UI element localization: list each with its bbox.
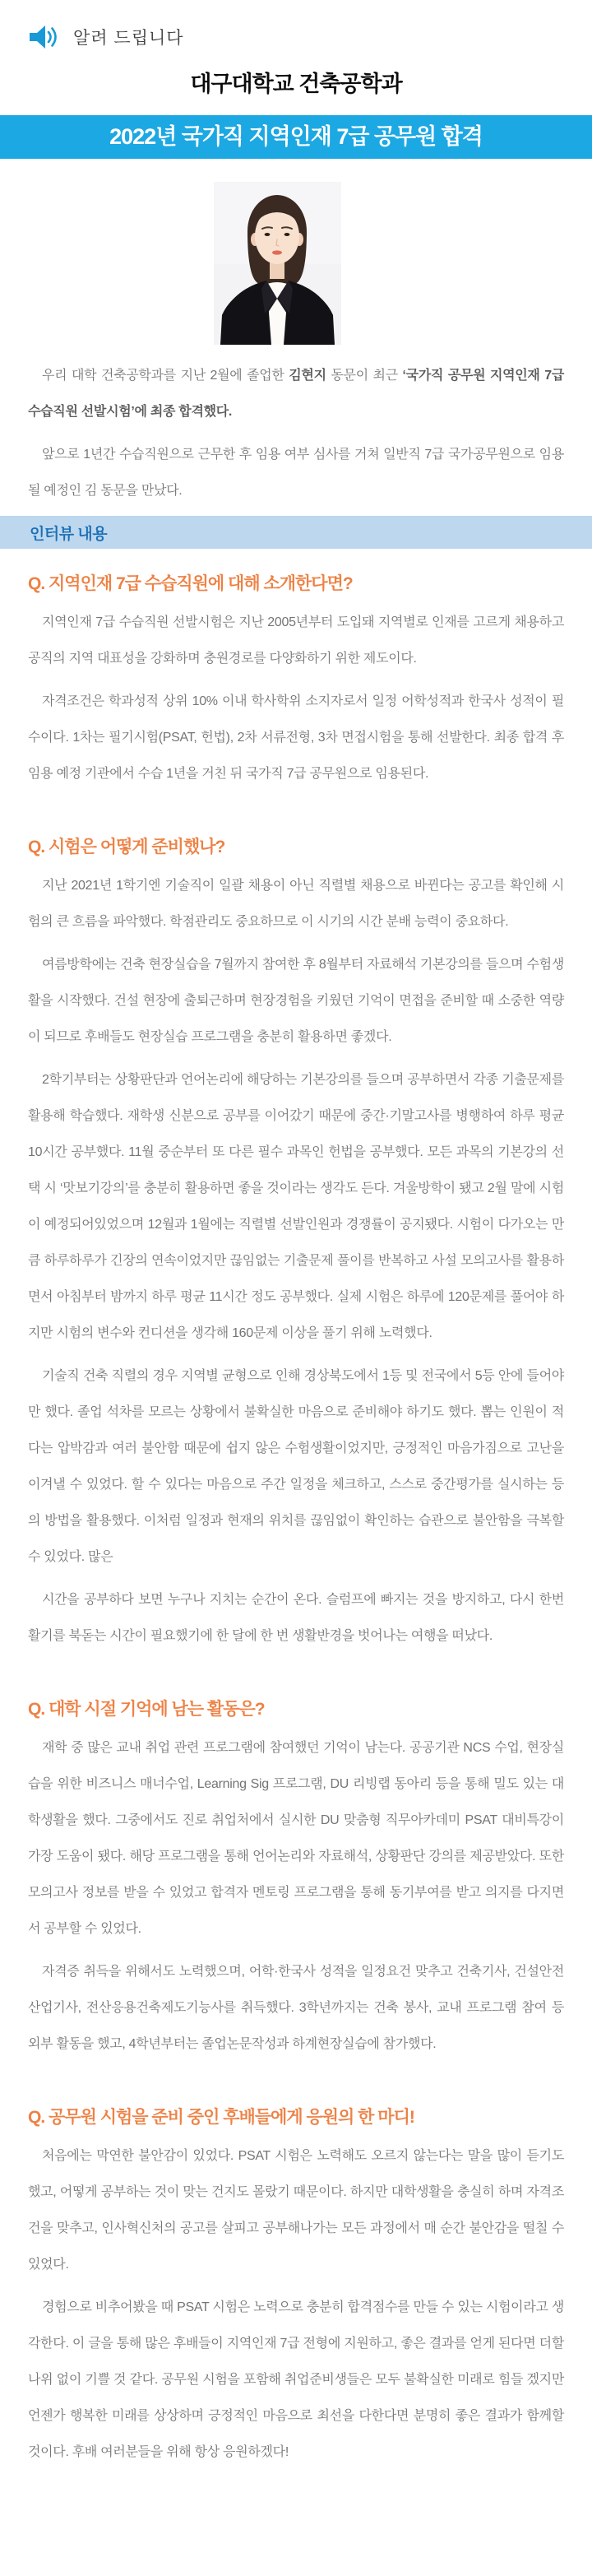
- announce-row: [0, 0, 592, 49]
- answer-3: [0, 1730, 592, 2063]
- question-heading-1: Q. 지역인재 7급 수습직원에 대해 소개한다면?: [28, 574, 353, 593]
- answer-paragraph: 처음에는 막연한 불안감이 있었다. PSAT 시험은 노력해도 오르지 않는다는 말을 많이 듣기도 했고, 어떻게 공부하는 것이 맞는 건지도 몰랐기 때문이다. 하지만 대학생활을 충실히 하며 자격조건을 맞추고, 인사혁신처의 공고를 살피고 공부해나가는 모든 과정에서 매 순간 불안감을 떨칠 수 있었다.: [28, 2149, 564, 2272]
- answer-paragraph: 2학기부터는 상황판단과 언어논리에 해당하는 기본강의를 들으며 공부하면서 각종 기출문제를 활용해 학습했다. 재학생 신분으로 공부를 이어갔기 때문에 중간·기말고사를 병행하여 하루 평균 10시간 공부했다. 11월 중순부터 또 다른 필수 과목인 헌법을 공부했다. 모든 과목의 기본강의 선택 시 ‘맛보기강의’를 충분히 활용하면 좋을 것이라는 생각도 든다. 겨울방학이 됐고 2월 말에 시험이 예정되어있었으며 12월과 1월에는 직렬별 선발인원과 경쟁률이 공지됐다. 시험이 다가오는 만큼 하루하루가 긴장의 연속이었지만 끊임없는 기출문제 풀이를 반복하고 사설 모의고사를 활용하면서 아침부터 밤까지 하루 평균 11시간 정도 공부했다. 실제 시험은 하루에 120문제를 풀어야 하지만 시험의 변수와 컨디션을 생각해 160문제 이상을 풀기 위해 노력했다.: [28, 1073, 564, 1340]
- speaker-icon: [29, 25, 62, 49]
- qa-block-1: [0, 570, 592, 792]
- graduate-photo: [214, 182, 341, 345]
- intro-section: [0, 358, 592, 509]
- answer-paragraph: 자격조건은 학과성적 상위 10% 이내 학사학위 소지자로서 일정 어학성적과 한국사 성적이 필수이다. 1차는 필기시험(PSAT, 헌법), 2차 서류전형, 3차 면접시험을 통해 선발한다. 최종 합격 후 임용 예정 기관에서 수습 1년을 거친 뒤 국가직 7급 공무원으로 임용된다.: [28, 694, 564, 781]
- intro-text-run: 우리 대학 건축공학과를 지난 2월에 졸업한: [42, 369, 289, 383]
- interview-section-bar: [0, 516, 592, 549]
- answer-paragraph: 자격증 취득을 위해서도 노력했으며, 어학·한국사 성적을 일정요건 맞추고 건축기사, 건설안전산업기사, 전산응용건축제도기능사를 취득했다. 3학년까지는 건축 봉사, 교내 프로그램 참여 등 외부 활동을 했고, 4학년부터는 졸업논문작성과 하계현장실습에 참가했다.: [28, 1965, 564, 2051]
- answer-paragraph: 시간을 공부하다 보면 누구나 지치는 순간이 온다. 슬럼프에 빠지는 것을 방지하고, 다시 한번 활기를 북돋는 시간이 필요했기에 한 달에 한 번 생활반경을 벗어나는 여행을 떠났다.: [28, 1593, 564, 1643]
- answer-4: [0, 2138, 592, 2471]
- bottom-whitespace: [0, 2477, 592, 2576]
- qa-block-3: [0, 1696, 592, 2063]
- qa-block-4: [0, 2104, 592, 2471]
- answer-paragraph: 경험으로 비추어봤을 때 PSAT 시험은 노력으로 충분히 합격점수를 만들 수 있는 시험이라고 생각한다. 이 글을 통해 많은 후배들이 지역인재 7급 전형에 지원하고, 좋은 결과를 얻게 된다면 더할 나위 없이 기쁠 것 같다. 공무원 시험을 포함해 취업준비생들은 모두 불확실한 미래로 힘들 겠지만 언젠가 행복한 미래를 상상하며 긍정적인 마음으로 최선을 다한다면 분명히 좋은 결과가 함께할 것이다. 후배 여러분들을 위해 항상 응원하겠다!: [28, 2300, 564, 2459]
- page-title: 대구대학교 건축공학과: [190, 72, 402, 96]
- qa-block-2: [0, 833, 592, 1655]
- graduate-name: 김현지: [289, 369, 326, 383]
- question-heading-2: Q. 시험은 어떻게 준비했나?: [28, 838, 225, 856]
- headline-banner: 2022년 국가직 지역인재 7급 공무원 합격: [0, 115, 592, 159]
- answer-paragraph: 지난 2021년 1학기엔 기술직이 일괄 채용이 아닌 직렬별 채용으로 바뀐다는 공고를 확인해 시험의 큰 흐름을 파악했다. 학점관리도 중요하므로 이 시기의 시간 분배 능력이 중요하다.: [28, 879, 564, 929]
- answer-1: [0, 605, 592, 792]
- answer-2: [0, 868, 592, 1655]
- intro-text-run: 동문이 최근: [326, 369, 403, 383]
- answer-paragraph: 지역인재 7급 수습직원 선발시험은 지난 2005년부터 도입돼 지역별로 인재를 고르게 채용하고 공직의 지역 대표성을 강화하며 충원경로를 다양화하기 위한 제도이다.: [28, 615, 564, 666]
- announce-label: 알려 드립니다: [73, 29, 184, 48]
- answer-paragraph: 재학 중 많은 교내 취업 관련 프로그램에 참여했던 기억이 남는다. 공공기관 NCS 수업, 현장실습을 위한 비즈니스 매너수업, Learning Sig 프로그램, DU 리빙랩 동아리 등을 통해 밀도 있는 대학생활을 했다. 그중에서도 진로 취업처에서 실시한 DU 맞춤형 직무아카데미 PSAT 대비특강이 가장 도움이 됐다. 해당 프로그램을 통해 언어논리와 자료해석, 상황판단 강의를 제공받았다. 또한 모의고사 정보를 받을 수 있었고 합격자 멘토링 프로그램을 통해 동기부여를 받고 의지를 다지면서 공부할 수 있었다.: [28, 1741, 564, 1936]
- question-heading-3: Q. 대학 시절 기억에 남는 활동은?: [28, 1700, 265, 1719]
- exam-name-bold: ‘국가직 공무원 지역인재 7급 수습직원 선발시험’에 최종 합격했다.: [28, 369, 564, 419]
- answer-paragraph: 기술직 건축 직렬의 경우 지역별 균형으로 인해 경상북도에서 1등 및 전국에서 5등 안에 들어야만 했다. 졸업 석차를 모르는 상황에서 불확실한 마음으로 준비해야 하기도 했다. 뽑는 인원이 적다는 압박감과 여러 불안함 때문에 쉽지 않은 수험생활이었지만, 긍정적인 마음가짐으로 고난을 이겨낼 수 있었다. 할 수 있다는 마음으로 주간 일정을 체크하고, 스스로 중간평가를 실시하는 등의 방법을 활용했다. 이처럼 일정과 현재의 위치를 끊임없이 확인하는 습관으로 불안함을 극복할 수 있었다. 많은: [28, 1369, 564, 1564]
- question-heading-4: Q. 공무원 시험을 준비 중인 후배들에게 응원의 한 마디!: [28, 2108, 414, 2127]
- interview-section-title: 인터뷰 내용: [30, 525, 108, 543]
- answer-paragraph: 여름방학에는 건축 현장실습을 7월까지 참여한 후 8월부터 자료해석 기본강의를 들으며 수험생활을 시작했다. 건설 현장에 출퇴근하며 현장경험을 키웠던 기억이 면접을 준비할 때 소중한 역량이 되므로 후배들도 현장실습 프로그램을 충분히 활용하면 좋겠다.: [28, 958, 564, 1044]
- intro-paragraph-1: [28, 358, 564, 430]
- intro-paragraph-2: 앞으로 1년간 수습직원으로 근무한 후 임용 여부 심사를 거쳐 일반직 7급 국가공무원으로 임용될 예정인 김 동문을 만났다.: [28, 448, 564, 498]
